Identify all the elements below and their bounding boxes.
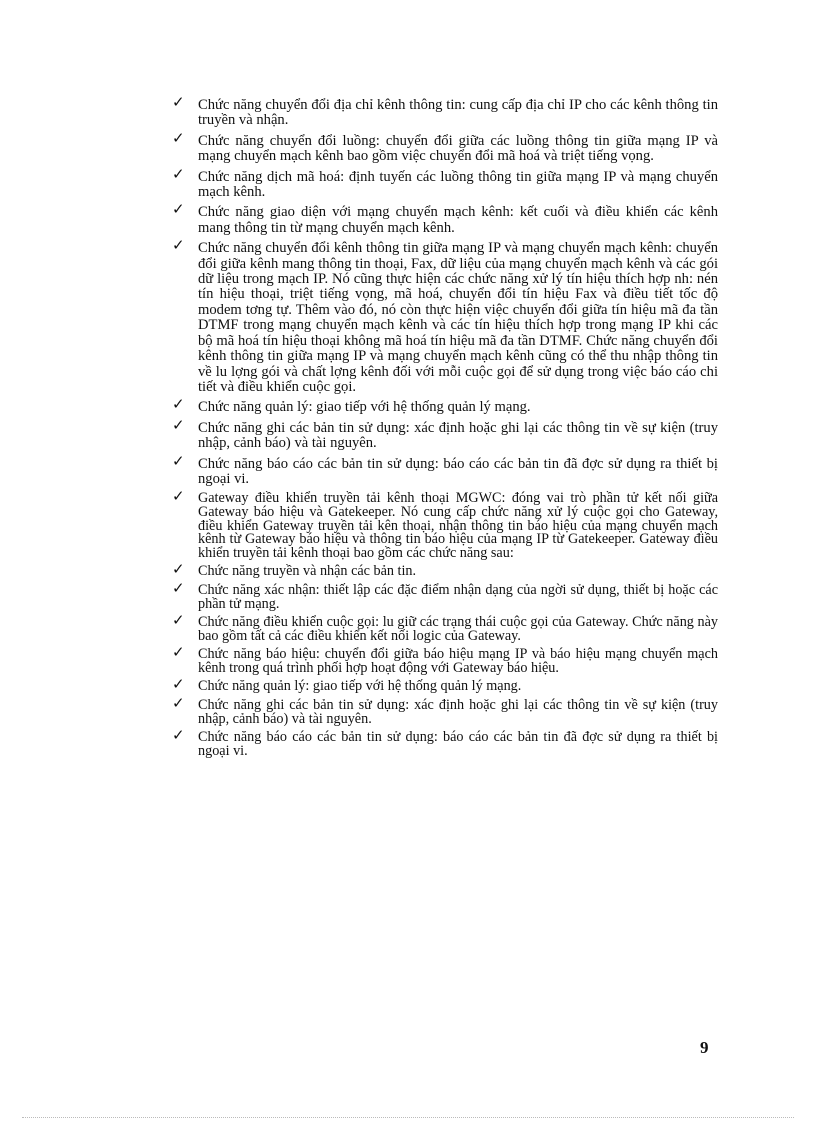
checkmark-icon: ✓ [172, 164, 185, 183]
list-item-text: Gateway điều khiển truyền tải kênh thoại MGWC: đóng vai trò phần tử kết nối giữa Gateway báo hiệu và Gatekeeper. Nó cung cấp chức năng xử lý cuộc gọi cho Gateway, điều khiển Gateway truyền tải kên thoại, nhận thông tin báo hiệu của mạng chuyển mạch kênh từ Gateway báo hiệu và thông tin báo hiệu của mạng IP từ Gatekeeper. Gateway điều khiển truyền tải kênh thoại bao gồm các chức năng sau: [198, 490, 718, 561]
list-item [172, 200, 718, 236]
checkmark-icon: ✓ [172, 694, 185, 713]
list-item-text: Chức năng báo cáo các bản tin sử dụng: báo cáo các bản tin đã đợc sử dụng ra thiết bị ngoại vi. [198, 455, 718, 487]
checkmark-icon: ✓ [172, 643, 185, 662]
list-item [172, 415, 718, 452]
list-item [172, 643, 718, 676]
list-item-text: Chức năng quản lý: giao tiếp với hệ thống quản lý mạng. [198, 678, 522, 695]
list-item-text: Chức năng quản lý: giao tiếp với hệ thống quản lý mạng. [198, 399, 531, 416]
checkmark-icon: ✓ [172, 611, 185, 630]
checkmark-icon: ✓ [172, 560, 185, 579]
list-item [172, 675, 718, 695]
list-item-text: Chức năng báo hiệu: chuyển đổi giữa báo hiệu mạng IP và báo hiệu mạng chuyển mạch kênh trong quá trình phối hợp hoạt động với Gateway báo hiệu. [198, 646, 718, 676]
list-item-text: Chức năng giao diện với mạng chuyển mạch kênh: kết cuối và điều khiển các kênh mang thông tin từ mạng chuyển mạch kênh. [198, 204, 718, 236]
list-item-text: Chức năng xác nhận: thiết lập các đặc điểm nhận dạng của ngời sử dụng, thiết bị hoặc các phần tử mạng. [198, 581, 718, 612]
list-item [172, 726, 718, 759]
checkmark-icon: ✓ [172, 487, 185, 506]
checkmark-icon: ✓ [172, 200, 185, 219]
checkmark-icon: ✓ [172, 395, 185, 414]
list-item-text: Chức năng ghi các bản tin sử dụng: xác định hoặc ghi lại các thông tin về sự kiện (truy nhập, cảnh báo) và tài nguyên. [198, 697, 718, 727]
checkmark-icon: ✓ [172, 236, 185, 255]
checkmark-icon: ✓ [172, 93, 185, 111]
list-item-text: Chức năng điều khiển cuộc gọi: lu giữ các trạng thái cuộc gọi của Gateway. Chức năng này bao gồm tất cả các điều khiển kết nối logic của Gateway. [198, 614, 718, 644]
list-item [172, 694, 718, 727]
list-item-text: Chức năng ghi các bản tin sử dụng: xác định hoặc ghi lại các thông tin về sự kiện (truy nhập, cảnh báo) và tài nguyên. [198, 419, 718, 452]
list-item-text: Chức năng truyền và nhận các bản tin. [198, 563, 417, 580]
checkmark-icon: ✓ [172, 128, 185, 147]
list-item [172, 611, 718, 644]
list-item [172, 164, 718, 201]
list-item [172, 487, 718, 561]
list-item [172, 451, 718, 488]
checkmark-icon: ✓ [172, 726, 185, 745]
list-item-text: Chức năng dịch mã hoá: định tuyến các luồng thông tin giữa mạng IP và mạng chuyển mạch kênh. [198, 168, 718, 201]
bullet-list [172, 93, 718, 763]
list-item [172, 395, 718, 416]
list-item-text: Chức năng chuyển đổi địa chỉ kênh thông tin: cung cấp địa chỉ IP cho các kênh thông tin truyền và nhận. [198, 97, 718, 129]
page-bottom-rule [22, 1117, 794, 1118]
page-number: 9 [700, 1038, 709, 1057]
list-item [172, 93, 718, 129]
list-item [172, 560, 718, 580]
list-item [172, 578, 718, 612]
checkmark-icon: ✓ [172, 578, 185, 597]
checkmark-icon: ✓ [172, 451, 185, 470]
list-item-text: Chức năng chuyển đổi luồng: chuyển đổi giữa các luồng thông tin giữa mạng IP và mạng chuyển mạch kênh bao gồm việc chuyển đổi mã hoá và triệt tiếng vọng. [198, 132, 718, 165]
list-item-text: Chức năng chuyển đổi kênh thông tin giữa mạng IP và mạng chuyển mạch kênh: chuyển đổi giữa kênh mang thông tin thoại, Fax, dữ liệu của mạng chuyển mạch kênh và các gói dữ liệu trong mạch IP. Nó cũng thực hiện các chức năng xử lý tín hiệu thích hợp nh: nén tín hiệu thoại, triệt tiếng vọng, mã hoá, chuyển đổi tín hiệu Fax và điều tiết tốc độ modem tơng tự. Thêm vào đó, nó còn thực hiện việc chuyển đổi giữa tín hiệu mã đa tần DTMF trong mạng chuyển mạch kênh và các tín hiệu thích hợp trong mạng IP khi các bộ mã hoá tín hiệu thoại không mã hoá tín hiệu mã đa tần DTMF. Chức năng chuyển đổi kênh thông tin giữa mạng IP và mạng chuyển mạch kênh cũng có thể thu nhập thông tin về lu lợng gói và chất lợng kênh đối với mỗi cuộc gọi để sử dụng trong việc báo cáo chi tiết và điều khiển cuộc gọi. [198, 240, 718, 395]
checkmark-icon: ✓ [172, 675, 185, 694]
list-item [172, 236, 718, 395]
list-item-text: Chức năng báo cáo các bản tin sử dụng: báo cáo các bản tin đã đợc sử dụng ra thiết bị ngoại vi. [198, 729, 718, 759]
checkmark-icon: ✓ [172, 415, 185, 434]
list-item [172, 128, 718, 165]
